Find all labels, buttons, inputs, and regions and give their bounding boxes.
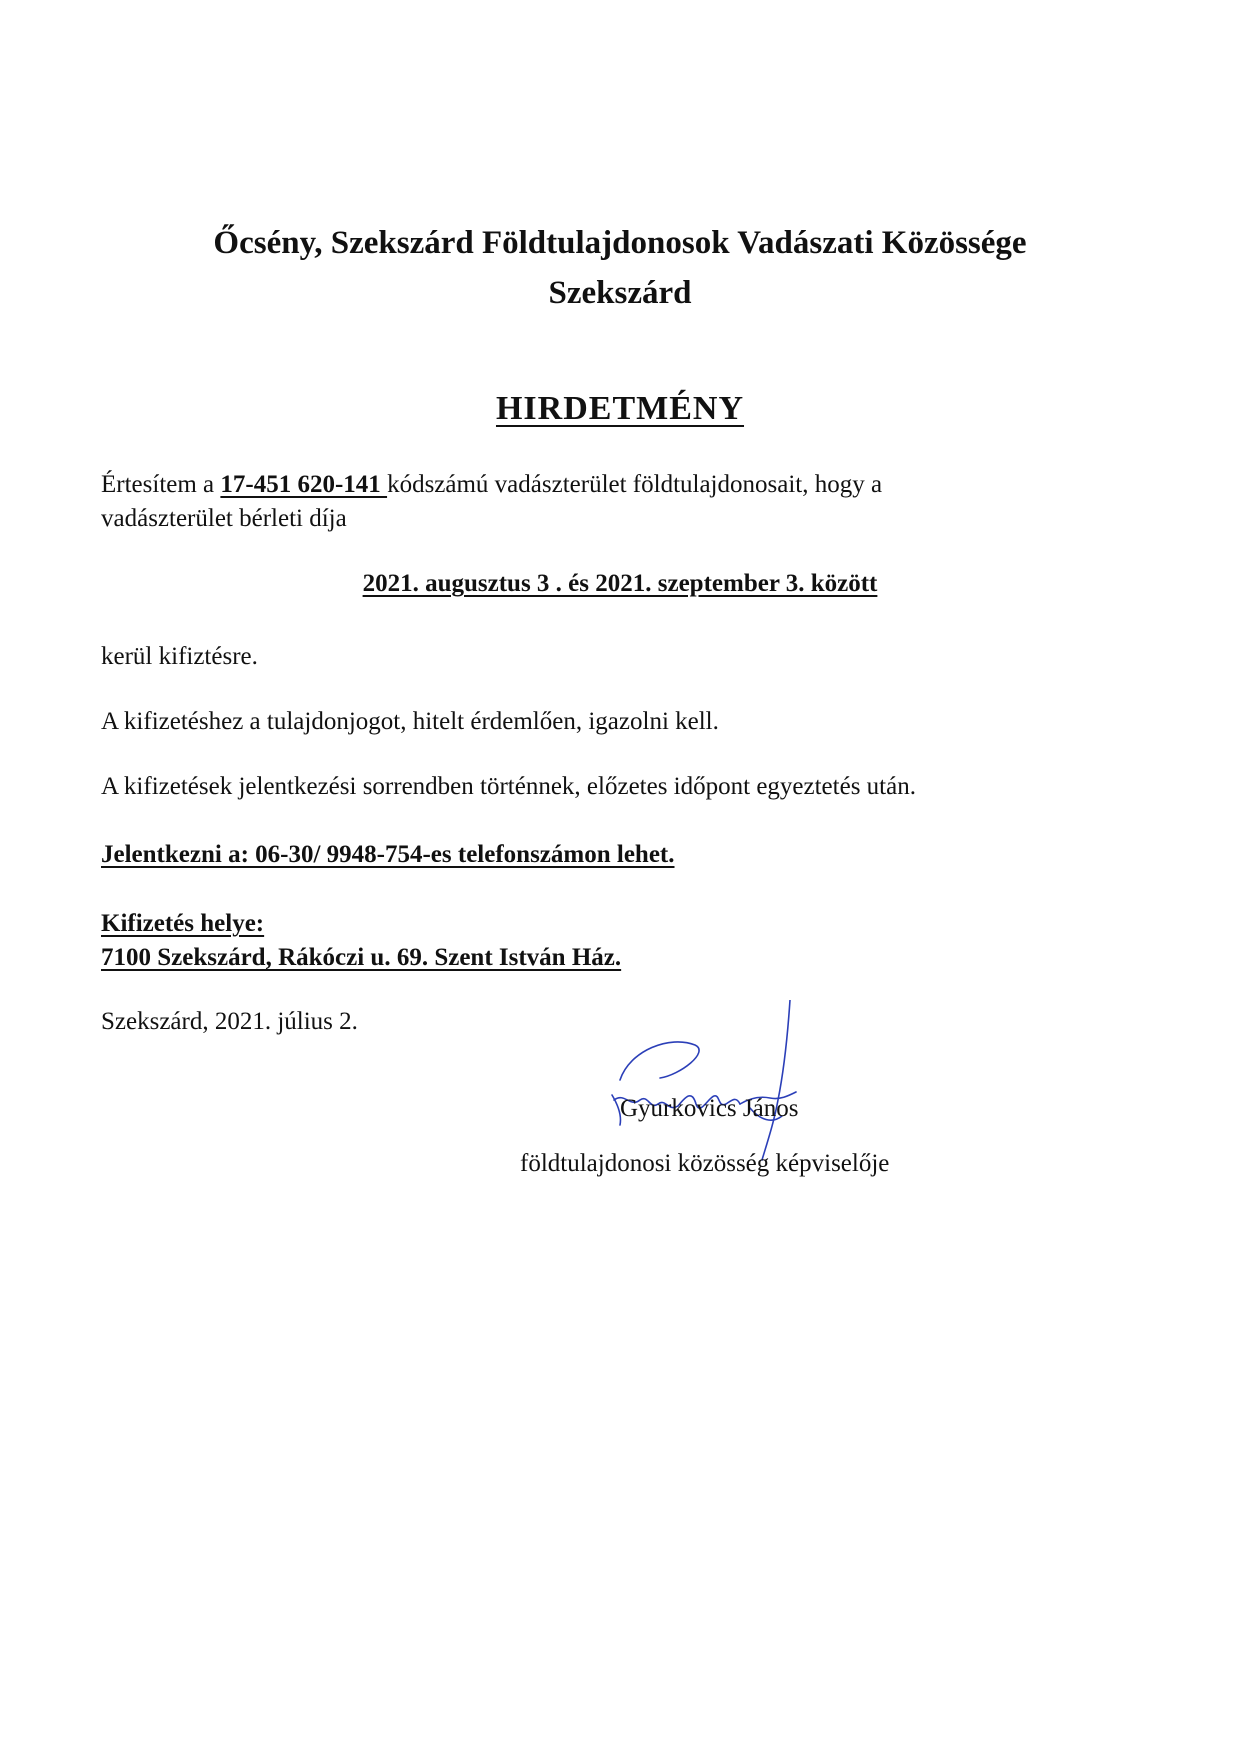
payment-period [0, 570, 1240, 598]
signatory-role: földtulajdonosi közösség képviselője [520, 1150, 890, 1177]
signature-strokes [612, 1000, 799, 1160]
title-text: HIRDETMÉNY [495, 390, 745, 427]
intro-before-code: Értesítem a [101, 471, 221, 498]
handwritten-signature [600, 1000, 820, 1170]
proof-line: A kifizetéshez a tulajdonjogot, hitelt érdemlően, igazolni kell. [101, 708, 719, 735]
hunting-area-code: 17-451 620-141 [220, 471, 388, 498]
date-line: Szekszárd, 2021. július 2. [101, 1008, 358, 1035]
contact-line [101, 838, 675, 872]
signatory-name: Gyurkovics János [620, 1095, 799, 1122]
organization-name: Őcsény, Szekszárd Földtulajdonosok Vadászati Közössége [213, 225, 1027, 261]
intro-line-2: vadászterület bérleti díja [101, 505, 347, 532]
payment-place-label: Kifizetés helye: [101, 910, 265, 937]
intro-after-code: kódszámú vadászterület földtulajdonosait, hogy a [387, 471, 883, 498]
order-line: A kifizetések jelentkezési sorrendben történnek, előzetes időpont egyeztetés után. [101, 773, 916, 800]
intro-line-1 [101, 468, 882, 502]
contact-line-text: Jelentkezni a: 06-30/ 9948-754-es telefonszámon lehet. [101, 841, 675, 868]
intro-paragraph [101, 468, 882, 536]
payment-period-text: 2021. augusztus 3 . és 2021. szeptember 3. között [362, 570, 878, 597]
document-header [0, 218, 1240, 318]
payout-line: kerül kifiztésre. [101, 643, 258, 670]
document-title [0, 390, 1240, 428]
organization-city: Szekszárd [548, 275, 692, 311]
payment-place [101, 907, 621, 975]
payment-place-address: 7100 Szekszárd, Rákóczi u. 69. Szent István Ház. [101, 944, 622, 971]
